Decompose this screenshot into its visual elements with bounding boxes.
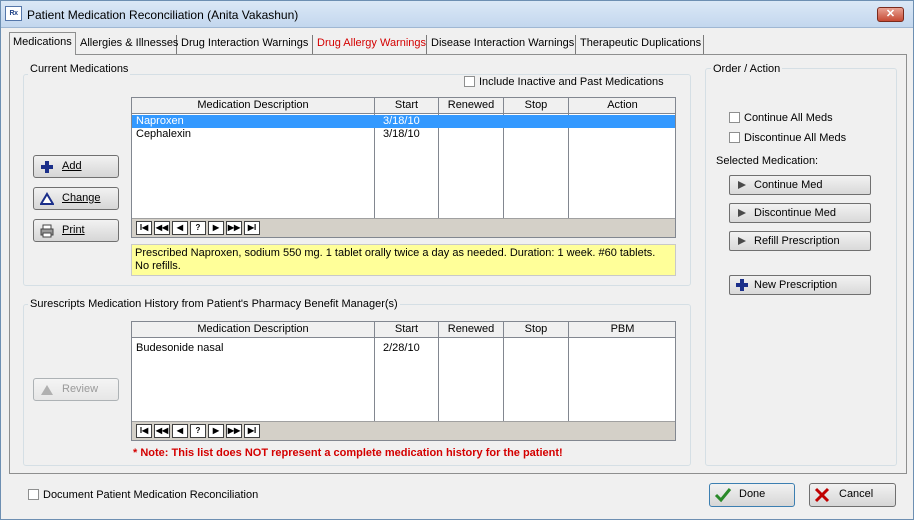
include-inactive-label: Include Inactive and Past Medications <box>479 76 664 88</box>
grid-navigation-bar <box>132 218 675 237</box>
discontinue-all-meds-checkbox[interactable] <box>729 132 846 146</box>
cancel-button-label: Cancel <box>839 488 874 500</box>
tab-medications[interactable]: Medications <box>9 32 76 55</box>
close-icon: ✕ <box>885 8 896 20</box>
done-button-label: Done <box>739 488 766 500</box>
cell-description: Naproxen <box>136 115 184 127</box>
play-arrow-icon <box>736 235 748 247</box>
change-button-label: Change <box>62 192 101 204</box>
column-header-stop[interactable]: Stop <box>504 98 569 114</box>
cancel-button[interactable] <box>809 483 896 507</box>
previous-record-icon[interactable]: ◀ <box>172 424 188 438</box>
column-header-pbm[interactable]: PBM <box>610 323 635 335</box>
selected-medication-label: Selected Medication: <box>716 155 819 167</box>
document-reconciliation-label: Document Patient Medication Reconciliation <box>43 489 259 501</box>
play-arrow-icon <box>736 179 748 191</box>
done-button[interactable] <box>709 483 795 507</box>
include-inactive-checkbox[interactable] <box>464 76 664 90</box>
continue-med-button[interactable] <box>729 175 871 195</box>
previous-record-icon[interactable]: ◀ <box>172 221 188 235</box>
cell-start: 3/18/10 <box>383 115 420 127</box>
checkmark-icon <box>714 487 732 503</box>
discontinue-all-meds-label: Discontinue All Meds <box>744 132 847 144</box>
last-record-icon[interactable]: ▶I <box>244 424 260 438</box>
next-page-icon[interactable]: ▶▶ <box>226 221 242 235</box>
help-icon[interactable]: ? <box>190 424 206 438</box>
column-header-description[interactable]: Medication Description <box>132 98 375 114</box>
discontinue-med-label: Discontinue Med <box>754 207 836 219</box>
current-medications-grid[interactable] <box>131 97 676 238</box>
column-header-start[interactable]: Start <box>375 98 439 114</box>
table-row[interactable] <box>132 342 675 355</box>
change-button[interactable] <box>33 187 119 210</box>
help-icon[interactable]: ? <box>190 221 206 235</box>
first-record-icon[interactable]: I◀ <box>136 424 152 438</box>
tab-drug-interaction-warnings[interactable]: Drug Interaction Warnings <box>178 35 313 54</box>
tab-allergies-illnesses[interactable]: Allergies & Illnesses <box>77 35 177 54</box>
grid-header <box>132 322 675 338</box>
review-button-label: Review <box>62 383 99 395</box>
printer-icon <box>40 224 54 238</box>
column-header-start[interactable]: Start <box>375 322 439 338</box>
triangle-edit-icon <box>40 192 54 206</box>
medication-history-grid[interactable] <box>131 321 676 441</box>
plus-icon <box>736 279 748 291</box>
tab-therapeutic-duplications[interactable]: Therapeutic Duplications <box>577 35 704 54</box>
prescription-detail-note: Prescribed Naproxen, sodium 550 mg. 1 tablet orally twice a day as needed. Duration: 1 week. #60 tablets. No refills. <box>131 244 676 276</box>
next-page-icon[interactable]: ▶▶ <box>226 424 242 438</box>
checkbox-box[interactable] <box>464 76 475 87</box>
plus-icon <box>40 160 54 174</box>
table-row[interactable] <box>132 128 675 141</box>
cell-start: 3/18/10 <box>383 128 420 140</box>
current-medications-label: Current Medications <box>30 63 129 75</box>
cell-start: 2/28/10 <box>383 342 420 354</box>
continue-med-label: Continue Med <box>754 179 823 191</box>
checkbox-box[interactable] <box>729 132 740 143</box>
last-record-icon[interactable]: ▶I <box>244 221 260 235</box>
grid-navigation-bar <box>132 421 675 440</box>
review-button[interactable] <box>33 378 119 401</box>
cell-description: Budesonide nasal <box>136 342 224 354</box>
incomplete-history-warning: * Note: This list does NOT represent a complete medication history for the patient! <box>133 447 563 459</box>
cell-description: Cephalexin <box>136 128 192 140</box>
previous-page-icon[interactable]: ◀◀ <box>154 221 170 235</box>
checkbox-box[interactable] <box>28 489 39 500</box>
continue-all-meds-label: Continue All Meds <box>744 112 833 124</box>
first-record-icon[interactable]: I◀ <box>136 221 152 235</box>
play-arrow-icon <box>736 207 748 219</box>
window-title: Patient Medication Reconciliation (Anita Vakashun) <box>27 8 299 22</box>
window-close-button[interactable] <box>877 7 904 22</box>
column-header-description[interactable]: Medication Description <box>132 322 375 338</box>
x-cancel-icon <box>814 487 830 503</box>
column-header-renewed[interactable]: Renewed <box>439 322 504 338</box>
next-record-icon[interactable]: ▶ <box>208 221 224 235</box>
tab-disease-interaction-warnings[interactable]: Disease Interaction Warnings <box>428 35 576 54</box>
triangle-up-icon <box>40 383 54 397</box>
discontinue-med-button[interactable] <box>729 203 871 223</box>
new-prescription-label: New Prescription <box>754 279 838 291</box>
order-action-group <box>705 68 897 466</box>
medication-history-label: Surescripts Medication History from Patient's Pharmacy Benefit Manager(s) <box>30 298 398 310</box>
add-button[interactable] <box>33 155 119 178</box>
print-button[interactable] <box>33 219 119 242</box>
grid-header <box>132 98 675 114</box>
column-header-stop[interactable]: Stop <box>504 322 569 338</box>
checkbox-box[interactable] <box>729 112 740 123</box>
next-record-icon[interactable]: ▶ <box>208 424 224 438</box>
tab-drug-allergy-warnings[interactable]: Drug Allergy Warnings <box>314 35 427 54</box>
document-reconciliation-checkbox[interactable] <box>28 489 258 503</box>
order-action-label: Order / Action <box>713 63 781 75</box>
title-bar <box>1 1 913 28</box>
previous-page-icon[interactable]: ◀◀ <box>154 424 170 438</box>
table-row[interactable] <box>132 115 675 128</box>
column-header-action[interactable]: Action <box>607 99 638 111</box>
continue-all-meds-checkbox[interactable] <box>729 112 833 126</box>
refill-prescription-label: Refill Prescription <box>754 235 840 247</box>
refill-prescription-button[interactable] <box>729 231 871 251</box>
add-button-label: Add <box>62 160 82 172</box>
print-button-label: Print <box>62 224 85 236</box>
app-rx-icon: Rx <box>5 6 22 21</box>
new-prescription-button[interactable] <box>729 275 871 295</box>
column-header-renewed[interactable]: Renewed <box>439 98 504 114</box>
